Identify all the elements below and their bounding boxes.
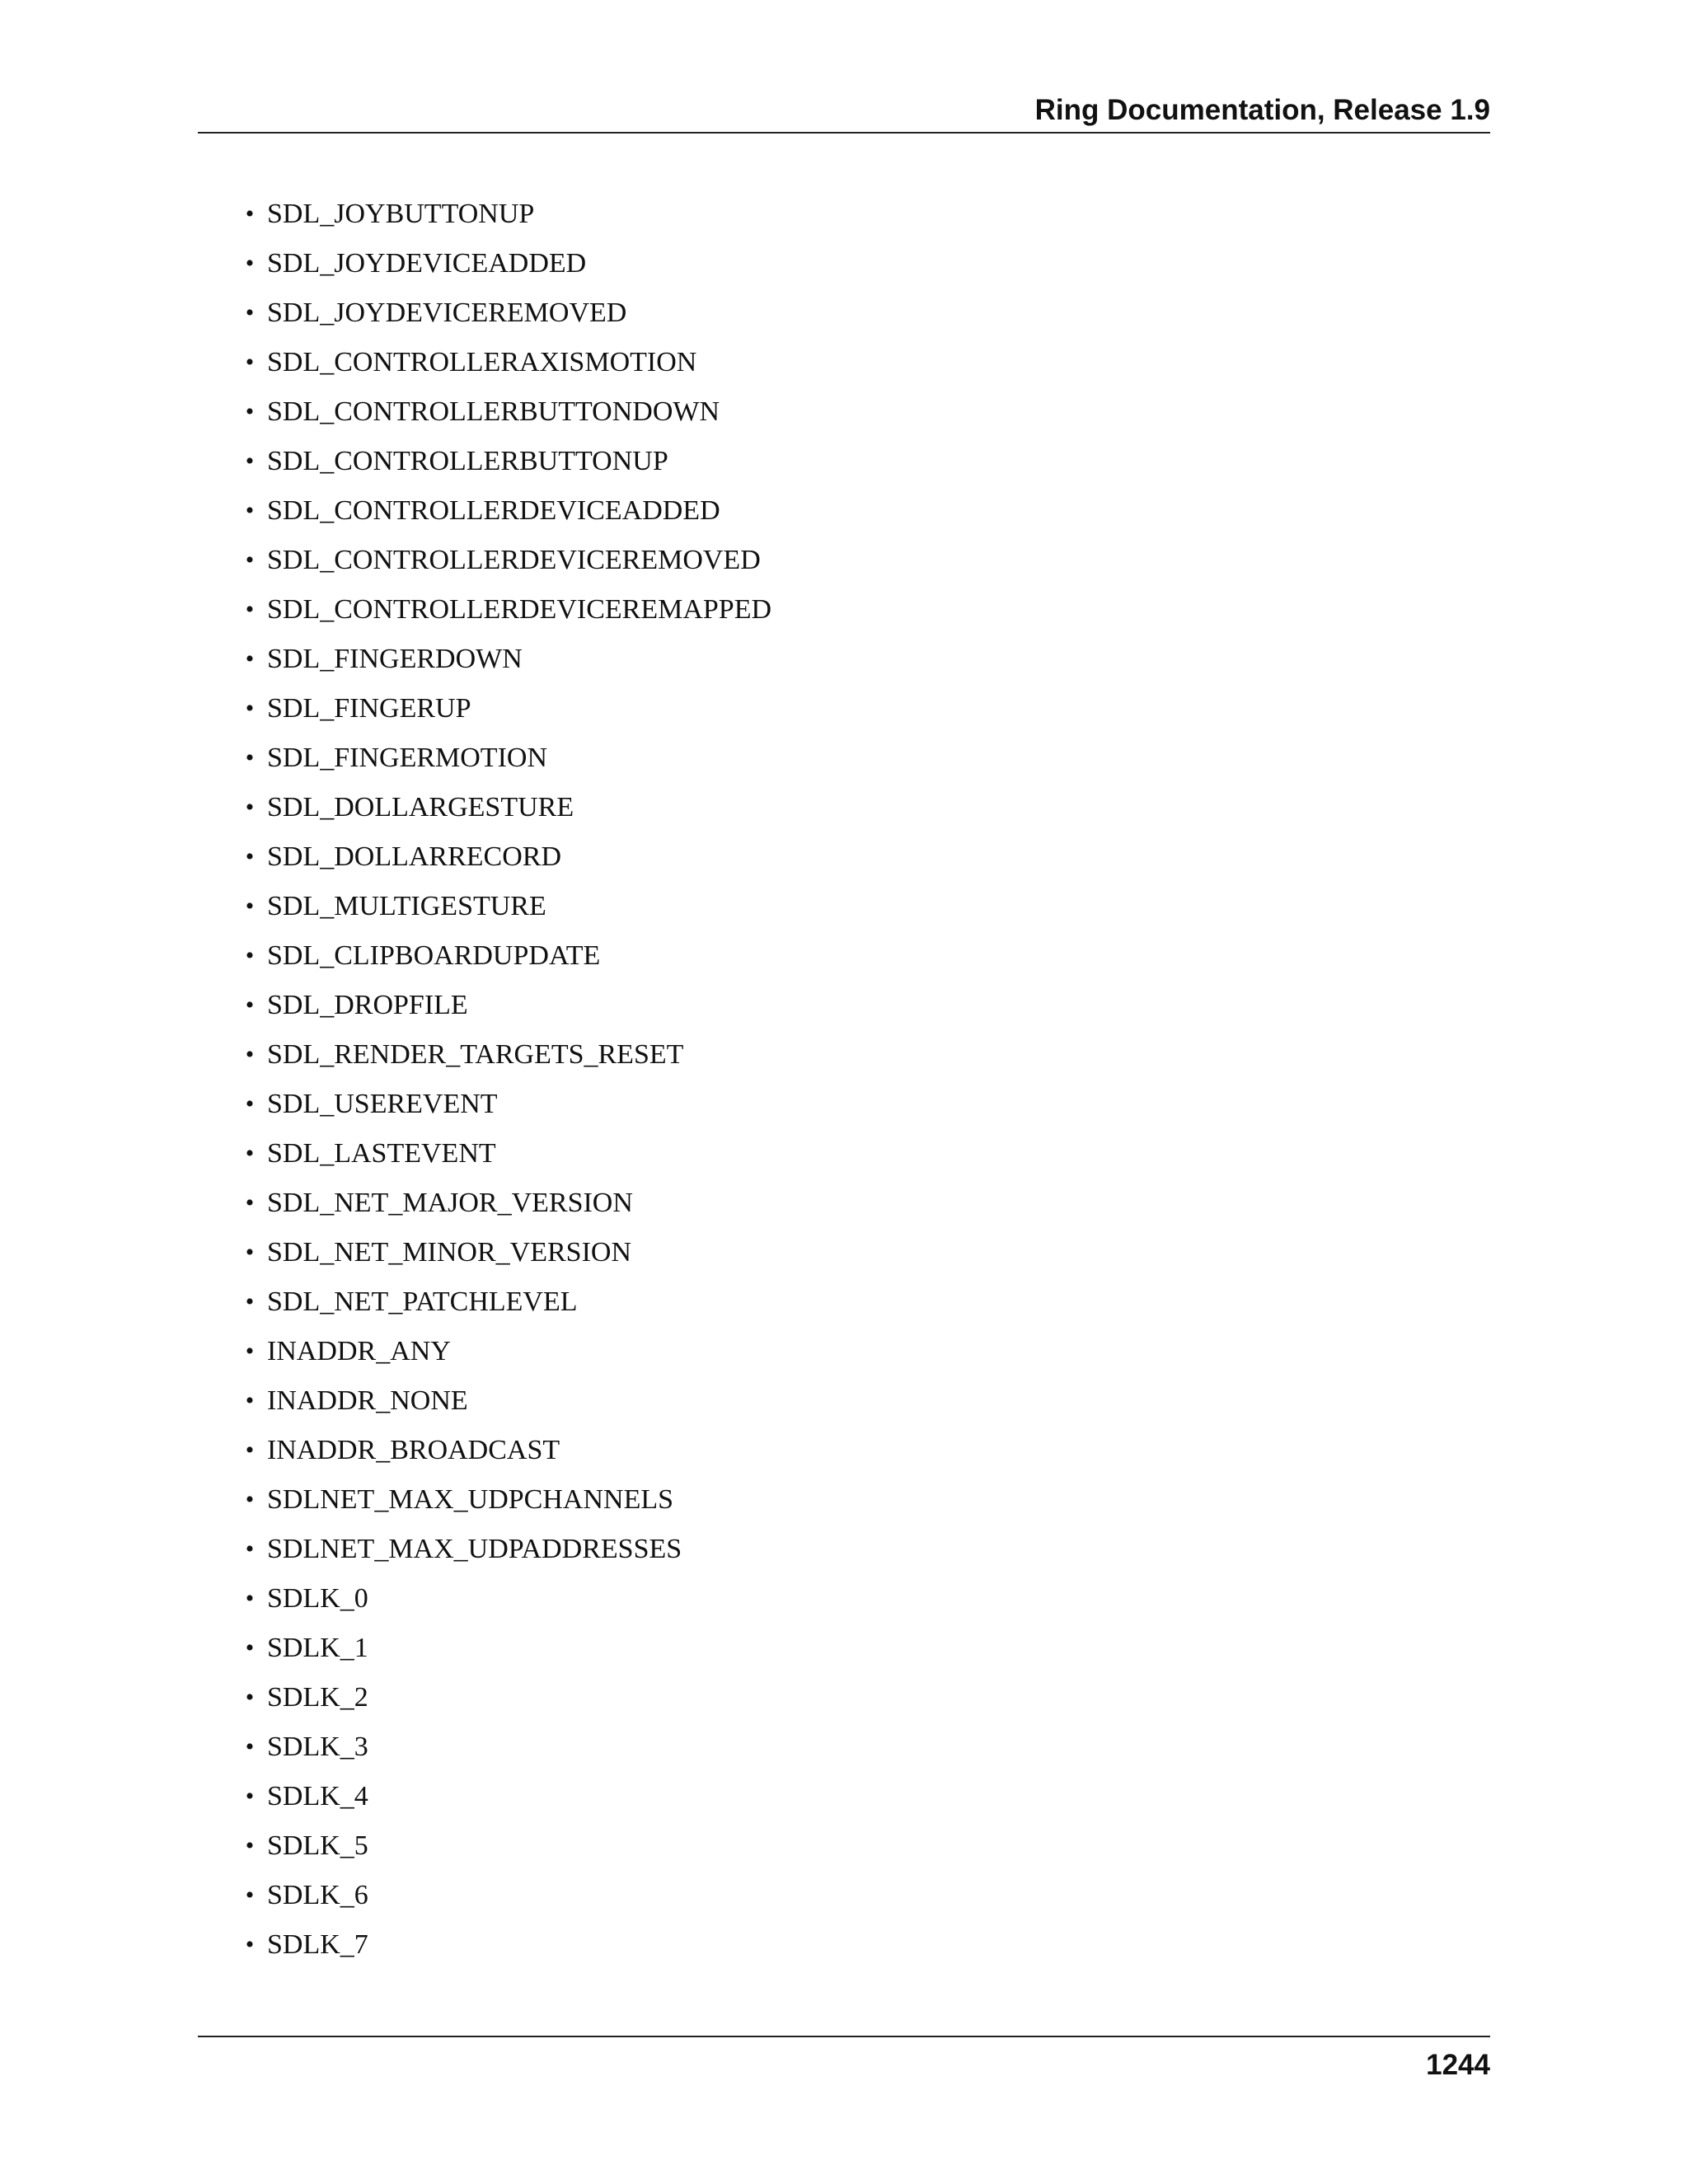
bullet-icon: • <box>245 843 255 870</box>
list-item <box>0 387 1688 437</box>
list-item <box>0 1179 1688 1228</box>
list-item-text: INADDR_ANY <box>267 1336 451 1366</box>
list-item-text: SDLK_5 <box>267 1830 368 1861</box>
page-number: 1244 <box>1426 2049 1490 2081</box>
list-item-text: SDL_NET_PATCHLEVEL <box>267 1286 578 1317</box>
list-item <box>0 288 1688 338</box>
list-item <box>0 1673 1688 1722</box>
bullet-icon: • <box>245 1090 255 1118</box>
list-item-text: SDL_USEREVENT <box>267 1089 498 1119</box>
list-item-text: SDL_RENDER_TARGETS_RESET <box>267 1039 684 1070</box>
list-item <box>0 1624 1688 1673</box>
bullet-icon: • <box>245 1634 255 1661</box>
list-item-text: SDLNET_MAX_UDPCHANNELS <box>267 1484 674 1515</box>
page-content <box>0 190 1688 1970</box>
bullet-icon: • <box>245 1436 255 1464</box>
list-item <box>0 1525 1688 1574</box>
list-item-text: INADDR_NONE <box>267 1385 468 1416</box>
list-item-text: SDLK_7 <box>267 1929 368 1960</box>
list-item-text: SDL_FINGERMOTION <box>267 743 547 773</box>
list-item-text: SDL_DOLLARRECORD <box>267 841 562 872</box>
list-item-text: SDL_MULTIGESTURE <box>267 891 546 921</box>
list-item <box>0 1426 1688 1475</box>
bullet-icon: • <box>245 1239 255 1266</box>
list-item-text: SDL_DROPFILE <box>267 990 468 1020</box>
page-header <box>198 89 1490 134</box>
constants-list <box>0 190 1688 1970</box>
list-item <box>0 1376 1688 1426</box>
list-item-text: SDLK_4 <box>267 1781 368 1811</box>
list-item <box>0 733 1688 783</box>
list-item <box>0 486 1688 536</box>
bullet-icon: • <box>245 1041 255 1068</box>
list-item <box>0 684 1688 733</box>
list-item <box>0 783 1688 832</box>
list-item-text: SDL_JOYDEVICEADDED <box>267 248 587 279</box>
list-item <box>0 1920 1688 1970</box>
list-item <box>0 536 1688 585</box>
bullet-icon: • <box>245 991 255 1019</box>
list-item-text: SDL_JOYBUTTONUP <box>267 199 535 229</box>
list-item <box>0 1475 1688 1525</box>
bullet-icon: • <box>245 1189 255 1216</box>
list-item-text: SDLNET_MAX_UDPADDRESSES <box>267 1534 682 1564</box>
list-item-text: SDLK_6 <box>267 1880 368 1910</box>
list-item-text: SDLK_3 <box>267 1732 368 1762</box>
bullet-icon: • <box>245 695 255 722</box>
list-item <box>0 585 1688 635</box>
list-item-text: SDL_CONTROLLERBUTTONUP <box>267 446 668 476</box>
bullet-icon: • <box>245 942 255 969</box>
bullet-icon: • <box>245 448 255 475</box>
list-item-text: SDL_LASTEVENT <box>267 1138 496 1169</box>
bullet-icon: • <box>245 1486 255 1513</box>
list-item <box>0 1574 1688 1624</box>
bullet-icon: • <box>245 250 255 277</box>
list-item-text: SDL_CONTROLLERAXISMOTION <box>267 347 697 377</box>
header-title: Ring Documentation, Release 1.9 <box>1034 94 1490 126</box>
list-item-text: SDLK_1 <box>267 1633 368 1663</box>
bullet-icon: • <box>245 1387 255 1414</box>
bullet-icon: • <box>245 1733 255 1760</box>
bullet-icon: • <box>245 1783 255 1810</box>
list-item-text: SDL_FINGERUP <box>267 693 471 724</box>
bullet-icon: • <box>245 497 255 524</box>
list-item-text: SDL_CONTROLLERDEVICEREMAPPED <box>267 594 772 625</box>
list-item-text: INADDR_BROADCAST <box>267 1435 560 1465</box>
list-item <box>0 1772 1688 1821</box>
bullet-icon: • <box>245 596 255 623</box>
bullet-icon: • <box>245 1338 255 1365</box>
list-item-text: SDL_FINGERDOWN <box>267 644 523 674</box>
bullet-icon: • <box>245 893 255 920</box>
bullet-icon: • <box>245 398 255 425</box>
list-item <box>0 1228 1688 1277</box>
bullet-icon: • <box>245 1684 255 1711</box>
bullet-icon: • <box>245 299 255 326</box>
list-item <box>0 1080 1688 1129</box>
bullet-icon: • <box>245 349 255 376</box>
bullet-icon: • <box>245 546 255 574</box>
list-item <box>0 1327 1688 1376</box>
list-item <box>0 1871 1688 1920</box>
list-item-text: SDLK_2 <box>267 1682 368 1713</box>
list-item <box>0 931 1688 981</box>
list-item <box>0 239 1688 288</box>
list-item-text: SDL_CONTROLLERDEVICEREMOVED <box>267 545 761 575</box>
list-item <box>0 1277 1688 1327</box>
bullet-icon: • <box>245 794 255 821</box>
list-item <box>0 635 1688 684</box>
list-item-text: SDL_NET_MAJOR_VERSION <box>267 1188 633 1218</box>
list-item <box>0 190 1688 239</box>
bullet-icon: • <box>245 1882 255 1909</box>
list-item-text: SDL_NET_MINOR_VERSION <box>267 1237 631 1268</box>
list-item-text: SDL_DOLLARGESTURE <box>267 792 574 823</box>
bullet-icon: • <box>245 744 255 771</box>
bullet-icon: • <box>245 1931 255 1958</box>
bullet-icon: • <box>245 1585 255 1612</box>
list-item <box>0 832 1688 882</box>
list-item <box>0 1129 1688 1179</box>
list-item <box>0 882 1688 931</box>
list-item <box>0 1030 1688 1080</box>
list-item-text: SDLK_0 <box>267 1583 368 1614</box>
list-item-text: SDL_JOYDEVICEREMOVED <box>267 298 627 328</box>
list-item <box>0 981 1688 1030</box>
list-item-text: SDL_CONTROLLERDEVICEADDED <box>267 495 720 526</box>
bullet-icon: • <box>245 200 255 227</box>
list-item <box>0 437 1688 486</box>
list-item <box>0 338 1688 387</box>
bullet-icon: • <box>245 1832 255 1859</box>
list-item-text: SDL_CLIPBOARDUPDATE <box>267 940 601 971</box>
list-item <box>0 1722 1688 1772</box>
bullet-icon: • <box>245 1535 255 1563</box>
bullet-icon: • <box>245 1288 255 1315</box>
page-footer <box>198 2036 1490 2081</box>
bullet-icon: • <box>245 1140 255 1167</box>
list-item <box>0 1821 1688 1871</box>
bullet-icon: • <box>245 645 255 673</box>
list-item-text: SDL_CONTROLLERBUTTONDOWN <box>267 396 720 427</box>
